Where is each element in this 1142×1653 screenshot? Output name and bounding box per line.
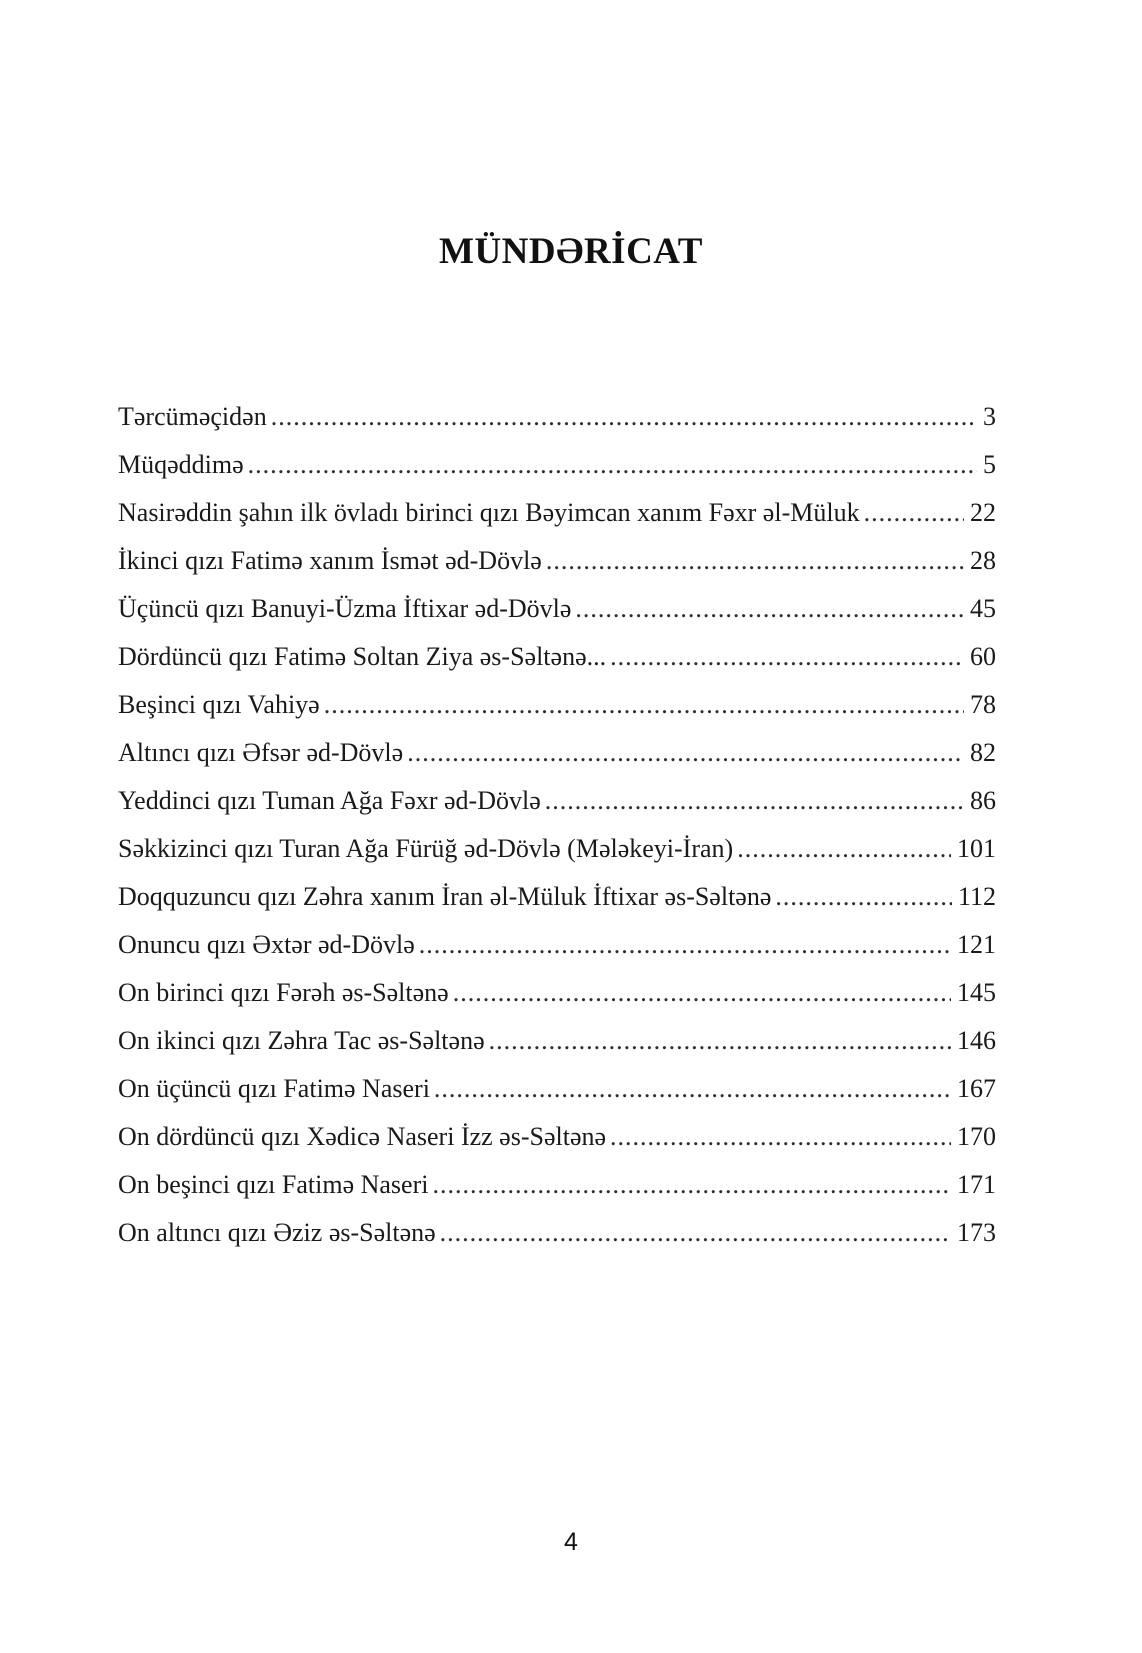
toc-entry-label: Doqquzuncu qızı Zəhra xanım İran əl-Müluk İftixar əs-Səltənə bbox=[118, 882, 772, 911]
toc-entry-page: 167 bbox=[957, 1074, 996, 1103]
toc-entry-label: Altıncı qızı Əfsər əd-Dövlə bbox=[118, 738, 404, 767]
toc-entry-label: Üçüncü qızı Banuyi-Üzma İftixar əd-Dövlə bbox=[118, 594, 572, 623]
toc-entry[interactable] bbox=[118, 498, 996, 546]
toc-entry[interactable] bbox=[118, 834, 996, 882]
toc-entry-label: Onuncu qızı Əxtər əd-Dövlə bbox=[118, 930, 415, 959]
toc-entry-page: 112 bbox=[957, 882, 996, 911]
toc-entry[interactable] bbox=[118, 642, 996, 690]
toc-entry[interactable] bbox=[118, 1122, 996, 1170]
toc-dot-leader bbox=[324, 690, 964, 720]
toc-entry-label: Tərcüməçidən bbox=[118, 402, 267, 431]
toc-entry-label: Beşinci qızı Vahiyə bbox=[118, 690, 320, 719]
toc-dot-leader bbox=[737, 834, 951, 864]
toc-entry[interactable] bbox=[118, 546, 996, 594]
toc-entry[interactable] bbox=[118, 594, 996, 642]
toc-entry-label: İkinci qızı Fatimə xanım İsmət əd-Dövlə bbox=[118, 546, 542, 575]
toc-entry-page: 145 bbox=[957, 978, 996, 1007]
toc-dot-leader bbox=[864, 498, 964, 528]
toc-entry-page: 22 bbox=[970, 498, 996, 527]
toc-dot-leader bbox=[419, 930, 951, 960]
toc-entry[interactable] bbox=[118, 882, 996, 930]
page-number: 4 bbox=[564, 1528, 578, 1556]
toc-entry-label: On altıncı qızı Əziz əs-Səltənə bbox=[118, 1218, 436, 1247]
toc-entry-label: On üçüncü qızı Fatimə Naseri bbox=[118, 1074, 430, 1103]
toc-entry-page: 82 bbox=[970, 738, 996, 767]
toc-entry[interactable] bbox=[118, 1218, 996, 1266]
page-title: MÜNDƏRİCAT bbox=[439, 231, 703, 272]
toc-dot-leader bbox=[434, 1074, 951, 1104]
toc-dot-leader bbox=[271, 402, 977, 432]
toc-entry[interactable] bbox=[118, 1074, 996, 1122]
toc-dot-leader bbox=[575, 594, 964, 624]
toc-entry-label: On ikinci qızı Zəhra Tac əs-Səltənə bbox=[118, 1026, 485, 1055]
toc-entry-page: 121 bbox=[957, 930, 996, 959]
toc-entry[interactable] bbox=[118, 1026, 996, 1074]
toc-entry[interactable] bbox=[118, 402, 996, 450]
toc-entry-label: On birinci qızı Fərəh əs-Səltənə bbox=[118, 978, 449, 1007]
toc-dot-leader bbox=[775, 882, 952, 912]
toc-entry-page: 3 bbox=[983, 402, 996, 431]
toc-entry-label: On dördüncü qızı Xədicə Naseri İzz əs-Səltənə bbox=[118, 1122, 607, 1151]
toc-dot-leader bbox=[453, 978, 951, 1008]
toc-entry-page: 78 bbox=[970, 690, 996, 719]
toc-entry[interactable] bbox=[118, 690, 996, 738]
toc-entry-label: Nasirəddin şahın ilk övladı birinci qızı Bəyimcan xanım Fəxr əl-Müluk bbox=[118, 498, 860, 527]
toc-dot-leader bbox=[489, 1026, 951, 1056]
toc-entry-page: 101 bbox=[957, 834, 996, 863]
toc-dot-leader bbox=[610, 1122, 951, 1152]
toc-entry-page: 170 bbox=[957, 1122, 996, 1151]
toc-dot-leader bbox=[432, 1170, 951, 1200]
toc-entry[interactable] bbox=[118, 450, 996, 498]
toc-dot-leader bbox=[546, 546, 964, 576]
toc-dot-leader bbox=[545, 786, 964, 816]
toc-entry[interactable] bbox=[118, 978, 996, 1026]
toc-entry-page: 45 bbox=[970, 594, 996, 623]
toc-entry-label: Yeddinci qızı Tuman Ağa Fəxr əd-Dövlə bbox=[118, 786, 541, 815]
toc-dot-leader bbox=[440, 1218, 951, 1248]
toc-dot-leader bbox=[610, 642, 964, 672]
toc-entry-page: 86 bbox=[970, 786, 996, 815]
toc-entry-label: Müqəddimə bbox=[118, 450, 244, 479]
toc-dot-leader bbox=[248, 450, 977, 480]
table-of-contents bbox=[118, 402, 996, 1266]
toc-entry-label: On beşinci qızı Fatimə Naseri bbox=[118, 1170, 429, 1199]
toc-entry-label: Dördüncü qızı Fatimə Soltan Ziya əs-Səltənə... bbox=[118, 642, 607, 671]
toc-entry-page: 171 bbox=[957, 1170, 996, 1199]
toc-entry-page: 5 bbox=[983, 450, 996, 479]
toc-entry[interactable] bbox=[118, 786, 996, 834]
toc-entry-page: 173 bbox=[957, 1218, 996, 1247]
toc-entry-page: 28 bbox=[970, 546, 996, 575]
toc-entry[interactable] bbox=[118, 738, 996, 786]
toc-dot-leader bbox=[407, 738, 964, 768]
toc-entry-label: Səkkizinci qızı Turan Ağa Fürüğ əd-Dövlə (Mələkeyi-İran) bbox=[118, 834, 734, 863]
toc-entry[interactable] bbox=[118, 1170, 996, 1218]
toc-entry-page: 146 bbox=[957, 1026, 996, 1055]
toc-entry-page: 60 bbox=[970, 642, 996, 671]
toc-entry[interactable] bbox=[118, 930, 996, 978]
